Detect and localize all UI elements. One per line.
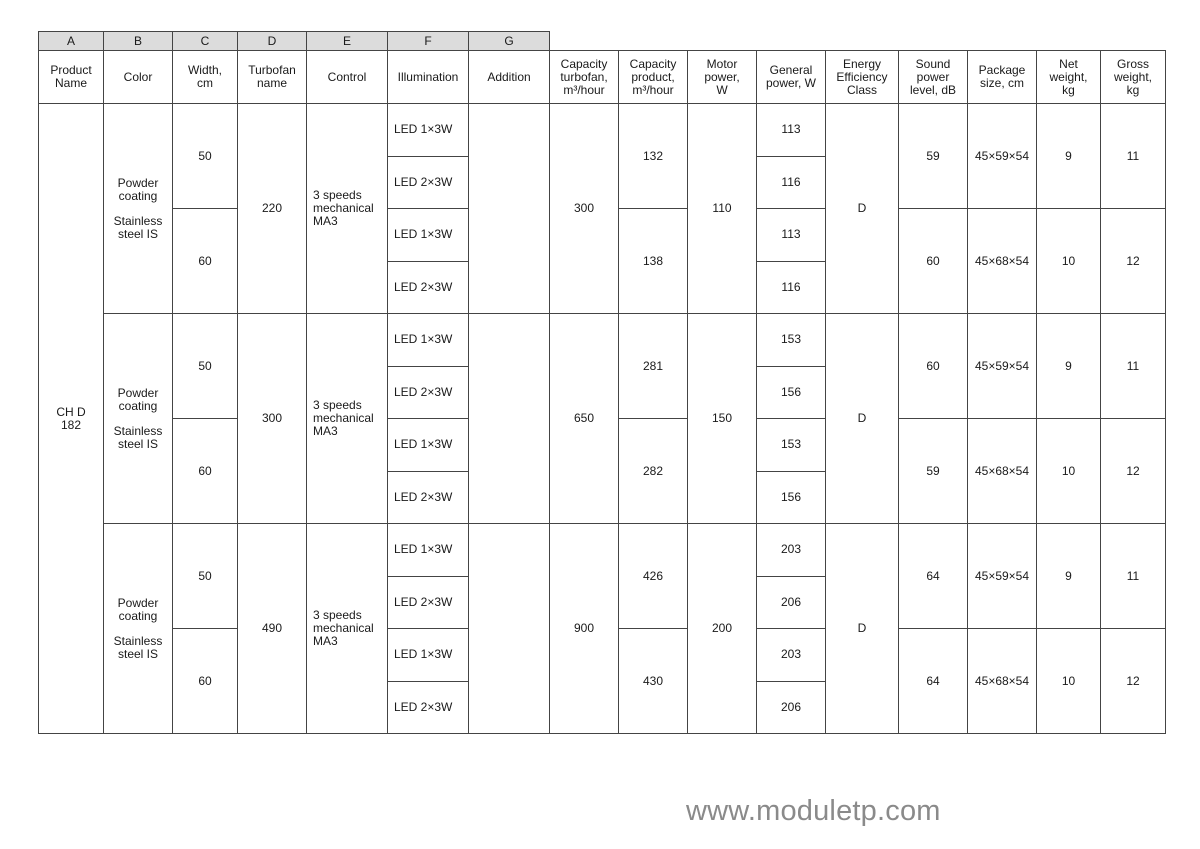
- illumination-cell: LED 2×3W: [388, 366, 469, 419]
- header-cell: Turbofan name: [238, 51, 307, 104]
- package-size-cell: 45×59×54: [968, 314, 1037, 419]
- product-name-cell: CH D 182: [39, 104, 104, 734]
- sound-level-cell: 59: [899, 419, 968, 524]
- column-letter-b: B: [104, 32, 173, 51]
- turbofan-cell: 220: [238, 104, 307, 314]
- width-cell: 50: [173, 104, 238, 209]
- table-row: [39, 524, 1166, 577]
- gross-weight-cell: 12: [1101, 629, 1166, 734]
- energy-class-cell: D: [826, 104, 899, 314]
- motor-power-cell: 200: [688, 524, 757, 734]
- header-cell: Package size, cm: [968, 51, 1037, 104]
- header-cell: Energy Efficiency Class: [826, 51, 899, 104]
- capacity-turbofan-cell: 650: [550, 314, 619, 524]
- column-letter-a: A: [39, 32, 104, 51]
- motor-power-cell: 110: [688, 104, 757, 314]
- illumination-cell: LED 1×3W: [388, 419, 469, 472]
- column-letter-c: C: [173, 32, 238, 51]
- control-cell: 3 speeds mechanical MA3: [307, 104, 388, 314]
- illumination-cell: LED 2×3W: [388, 681, 469, 734]
- motor-power-cell: 150: [688, 314, 757, 524]
- illumination-cell: LED 1×3W: [388, 524, 469, 577]
- general-power-cell: 156: [757, 366, 826, 419]
- color-cell: Powder coating Stainless steel IS: [104, 314, 173, 524]
- sound-level-cell: 59: [899, 104, 968, 209]
- net-weight-cell: 9: [1037, 524, 1101, 629]
- net-weight-cell: 9: [1037, 104, 1101, 209]
- illumination-cell: LED 2×3W: [388, 261, 469, 314]
- general-power-cell: 113: [757, 209, 826, 262]
- header-cell: Illumination: [388, 51, 469, 104]
- width-cell: 60: [173, 209, 238, 314]
- header-row: [39, 51, 1166, 104]
- header-cell: Capacity turbofan, m³/hour: [550, 51, 619, 104]
- illumination-cell: LED 1×3W: [388, 314, 469, 367]
- color-cell: Powder coating Stainless steel IS: [104, 524, 173, 734]
- header-cell: Addition: [469, 51, 550, 104]
- header-cell: General power, W: [757, 51, 826, 104]
- width-cell: 60: [173, 419, 238, 524]
- illumination-cell: LED 2×3W: [388, 156, 469, 209]
- illumination-cell: LED 2×3W: [388, 471, 469, 524]
- general-power-cell: 153: [757, 314, 826, 367]
- color-cell: Powder coating Stainless steel IS: [104, 104, 173, 314]
- general-power-cell: 206: [757, 576, 826, 629]
- sound-level-cell: 64: [899, 524, 968, 629]
- net-weight-cell: 10: [1037, 629, 1101, 734]
- energy-class-cell: D: [826, 314, 899, 524]
- table-row: [39, 314, 1166, 367]
- control-cell: 3 speeds mechanical MA3: [307, 524, 388, 734]
- gross-weight-cell: 11: [1101, 314, 1166, 419]
- general-power-cell: 116: [757, 261, 826, 314]
- package-size-cell: 45×68×54: [968, 419, 1037, 524]
- width-cell: 50: [173, 524, 238, 629]
- column-letter-g: G: [469, 32, 550, 51]
- capacity-turbofan-cell: 300: [550, 104, 619, 314]
- header-cell: Motor power, W: [688, 51, 757, 104]
- general-power-cell: 203: [757, 524, 826, 577]
- column-letter-row: [38, 31, 550, 51]
- gross-weight-cell: 11: [1101, 524, 1166, 629]
- header-cell: Product Name: [39, 51, 104, 104]
- header-cell: Capacity product, m³/hour: [619, 51, 688, 104]
- footer-url: www.moduletp.com: [686, 795, 941, 827]
- package-size-cell: 45×68×54: [968, 629, 1037, 734]
- capacity-product-cell: 426: [619, 524, 688, 629]
- header-cell: Color: [104, 51, 173, 104]
- width-cell: 60: [173, 629, 238, 734]
- general-power-cell: 153: [757, 419, 826, 472]
- width-cell: 50: [173, 314, 238, 419]
- sound-level-cell: 60: [899, 209, 968, 314]
- illumination-cell: LED 1×3W: [388, 209, 469, 262]
- addition-cell: [469, 314, 550, 524]
- addition-cell: [469, 104, 550, 314]
- net-weight-cell: 9: [1037, 314, 1101, 419]
- gross-weight-cell: 12: [1101, 209, 1166, 314]
- turbofan-cell: 300: [238, 314, 307, 524]
- energy-class-cell: D: [826, 524, 899, 734]
- sound-level-cell: 60: [899, 314, 968, 419]
- column-letter-d: D: [238, 32, 307, 51]
- header-cell: Gross weight, kg: [1101, 51, 1166, 104]
- turbofan-cell: 490: [238, 524, 307, 734]
- capacity-turbofan-cell: 900: [550, 524, 619, 734]
- gross-weight-cell: 11: [1101, 104, 1166, 209]
- general-power-cell: 203: [757, 629, 826, 682]
- capacity-product-cell: 281: [619, 314, 688, 419]
- net-weight-cell: 10: [1037, 419, 1101, 524]
- general-power-cell: 113: [757, 104, 826, 157]
- package-size-cell: 45×59×54: [968, 524, 1037, 629]
- spec-table: [38, 50, 1166, 734]
- capacity-product-cell: 132: [619, 104, 688, 209]
- net-weight-cell: 10: [1037, 209, 1101, 314]
- package-size-cell: 45×68×54: [968, 209, 1037, 314]
- column-letter-e: E: [307, 32, 388, 51]
- general-power-cell: 206: [757, 681, 826, 734]
- header-cell: Net weight, kg: [1037, 51, 1101, 104]
- illumination-cell: LED 2×3W: [388, 576, 469, 629]
- header-cell: Sound power level, dB: [899, 51, 968, 104]
- sound-level-cell: 64: [899, 629, 968, 734]
- general-power-cell: 116: [757, 156, 826, 209]
- illumination-cell: LED 1×3W: [388, 629, 469, 682]
- illumination-cell: LED 1×3W: [388, 104, 469, 157]
- capacity-product-cell: 282: [619, 419, 688, 524]
- control-cell: 3 speeds mechanical MA3: [307, 314, 388, 524]
- general-power-cell: 156: [757, 471, 826, 524]
- header-cell: Width, cm: [173, 51, 238, 104]
- package-size-cell: 45×59×54: [968, 104, 1037, 209]
- gross-weight-cell: 12: [1101, 419, 1166, 524]
- header-cell: Control: [307, 51, 388, 104]
- column-letter-f: F: [388, 32, 469, 51]
- addition-cell: [469, 524, 550, 734]
- capacity-product-cell: 138: [619, 209, 688, 314]
- capacity-product-cell: 430: [619, 629, 688, 734]
- table-row: [39, 104, 1166, 157]
